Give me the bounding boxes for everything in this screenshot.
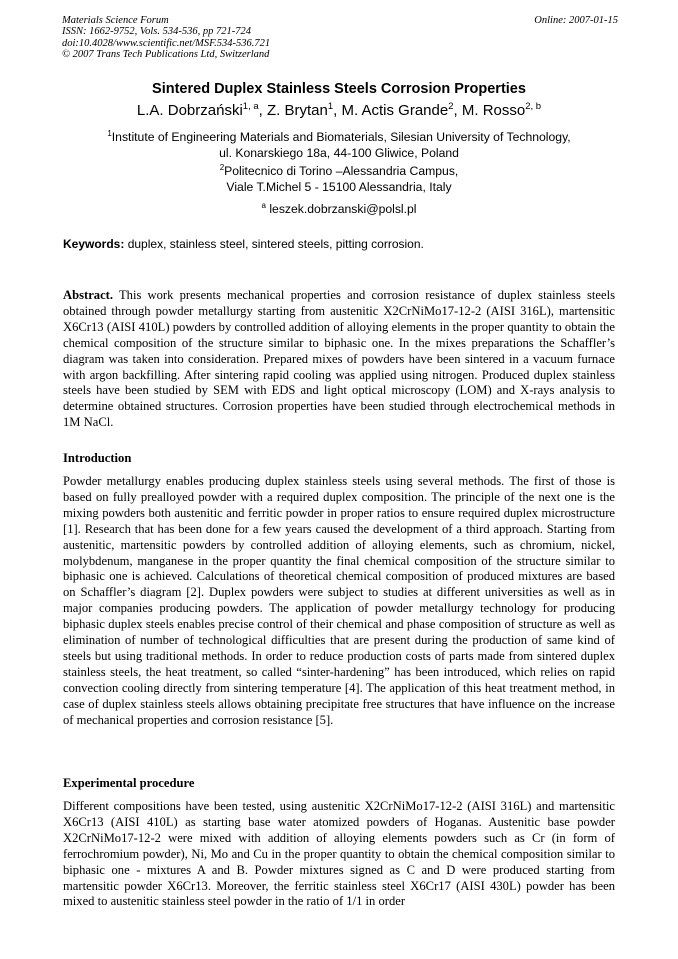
corresponding-email bbox=[0, 201, 678, 217]
author-superscript: 1, a bbox=[242, 101, 259, 112]
abstract-text: This work presents mechanical properties and corrosion resistance of duplex stainless steels obtained through powder metallurgy starting from austenitic X2CrNiMo17-12-2 (AISI 316L), martensitic X6Cr13 (AISI 410L) powders by controlled addition of alloying elements in the proper quantity to obtain the chemical composition of the structure similar to biphasic one. In the mixes preparations the Schaffler’s diagram was taken into consideration. Prepared mixes of powders have been sintered in a vacuum furnace with argon backfilling. After sintering rapid cooling was applied using nitrogen. Produced duplex stainless steels have been studied by SEM with EDS and light optical microscopy (LOM) and X-rays analysis to determine obtained structures. Corrosion properties have been studied through electrochemical methods in 1M NaCl. bbox=[63, 288, 615, 430]
experimental-paragraph: Different compositions have been tested, using austenitic X2CrNiMo17-12-2 (AISI 316L) and martensitic X6Cr13 (AISI 410L) as starting base water atomized powders of Hoganas. Austenitic base powder X2CrNiMo17-12-2 were mixed with addition of alloying elements powders such as Cr (in form of ferrochromium powder), Ni, Mo and Cu in the proper quantity to obtain the chemical composition similar to biphasic one - mixtures A and B. Powder mixtures signed as C and D were produced starting from martensitic powder X6Cr13. Moreover, the ferritic stainless steel X6Cr17 (AISI 430L) powder has been mixed to austenitic stainless steel powder in the ratio of 1/1 in order bbox=[63, 799, 615, 909]
section-heading-experimental: Experimental procedure bbox=[63, 776, 195, 790]
journal-header bbox=[62, 15, 618, 61]
keywords-text: duplex, stainless steel, sintered steels, pitting corrosion. bbox=[127, 237, 424, 251]
online-date: Online: 2007-01-15 bbox=[534, 15, 618, 26]
author-superscript: 1 bbox=[327, 101, 334, 112]
author-list: L.A. Dobrzański$^{1, a}$, Z. Brytan$^1$, M. Actis Grande$^2$, M. Rosso$^{2, b}$ bbox=[136, 101, 542, 119]
email-address[interactable]: leszek.dobrzanski@polsl.pl bbox=[269, 202, 417, 216]
journal-copyright: © 2007 Trans Tech Publications Ltd, Switzerland bbox=[62, 49, 270, 61]
author-superscript: 2 bbox=[448, 101, 454, 112]
affiliation-line: Politecnico di Torino –Alessandria Campus, bbox=[224, 164, 459, 178]
email-superscript: a bbox=[261, 201, 266, 210]
journal-issn: ISSN: 1662-9752, Vols. 534-536, pp 721-724 bbox=[62, 26, 251, 38]
journal-name: Materials Science Forum bbox=[62, 15, 169, 26]
keywords bbox=[63, 236, 619, 252]
affiliation-2 bbox=[0, 163, 678, 195]
abstract bbox=[63, 288, 615, 431]
affiliation-superscript: 1 bbox=[107, 129, 112, 138]
affiliation-line: ul. Konarskiego 18a, 44-100 Gliwice, Poland bbox=[219, 146, 459, 160]
author-name: M. Actis Grande bbox=[341, 102, 449, 119]
affiliation-line: Viale T.Michel 5 - 15100 Alessandria, Italy bbox=[226, 180, 452, 194]
introduction-paragraph: Powder metallurgy enables producing duplex stainless steels using several methods. The first of those is based on fully prealloyed powder with a required duplex composition. The principle of the next one is the mixing powders both austenitic and ferritic powder in proper ratios to ensure required duplex microstructure [1]. Research that has been done for a few years caused the development of a third approach. Starting from austenitic, martensitic powders by controlled addition of alloying elements, such as chromium, nickel, molybdenum, manganese in the proper quantity the final chemical composition of the structure similar to biphasic one is achieved. Calculations of theoretical chemical composition of produced mixtures are based on Schaffler’s diagram [2]. Duplex powders were subject to studies at different universities as well as in major companies producing powders. The application of powder metallurgy technology for producing biphasic duplex steels enables precise control of their chemical and phase composition of structure as well as elimination of number of technological difficulties that are present during the production of same kind of steels but using traditional methods. In order to reduce production costs of parts made from sintered duplex stainless steels, the heat treatment, so called “sinter-hardening” has been introduced, which relies on rapid convection cooling directly from sintering temperature [4]. The application of this heat treatment method, in case of duplex stainless steels allows obtaining precipitate free structures that have influence on the increase of mechanical properties and corrosion resistance [5]. bbox=[63, 474, 615, 727]
paper-title: Sintered Duplex Stainless Steels Corrosion Properties bbox=[152, 81, 526, 97]
journal-doi[interactable]: doi:10.4028/www.scientific.net/MSF.534-536.721 bbox=[62, 37, 271, 49]
abstract-label: Abstract. bbox=[63, 288, 114, 302]
keywords-label: Keywords: bbox=[63, 237, 125, 251]
affiliation-superscript: 2 bbox=[219, 163, 225, 172]
affiliation-line: Institute of Engineering Materials and Biomaterials, Silesian University of Technology, bbox=[111, 130, 571, 144]
author-superscript: 2, b bbox=[525, 101, 542, 112]
author-name: L.A. Dobrzański bbox=[136, 102, 243, 119]
author-name: Z. Brytan bbox=[267, 102, 328, 119]
affiliation-1 bbox=[0, 129, 678, 161]
section-heading-introduction: Introduction bbox=[63, 451, 132, 465]
author-name: M. Rosso bbox=[461, 102, 526, 119]
